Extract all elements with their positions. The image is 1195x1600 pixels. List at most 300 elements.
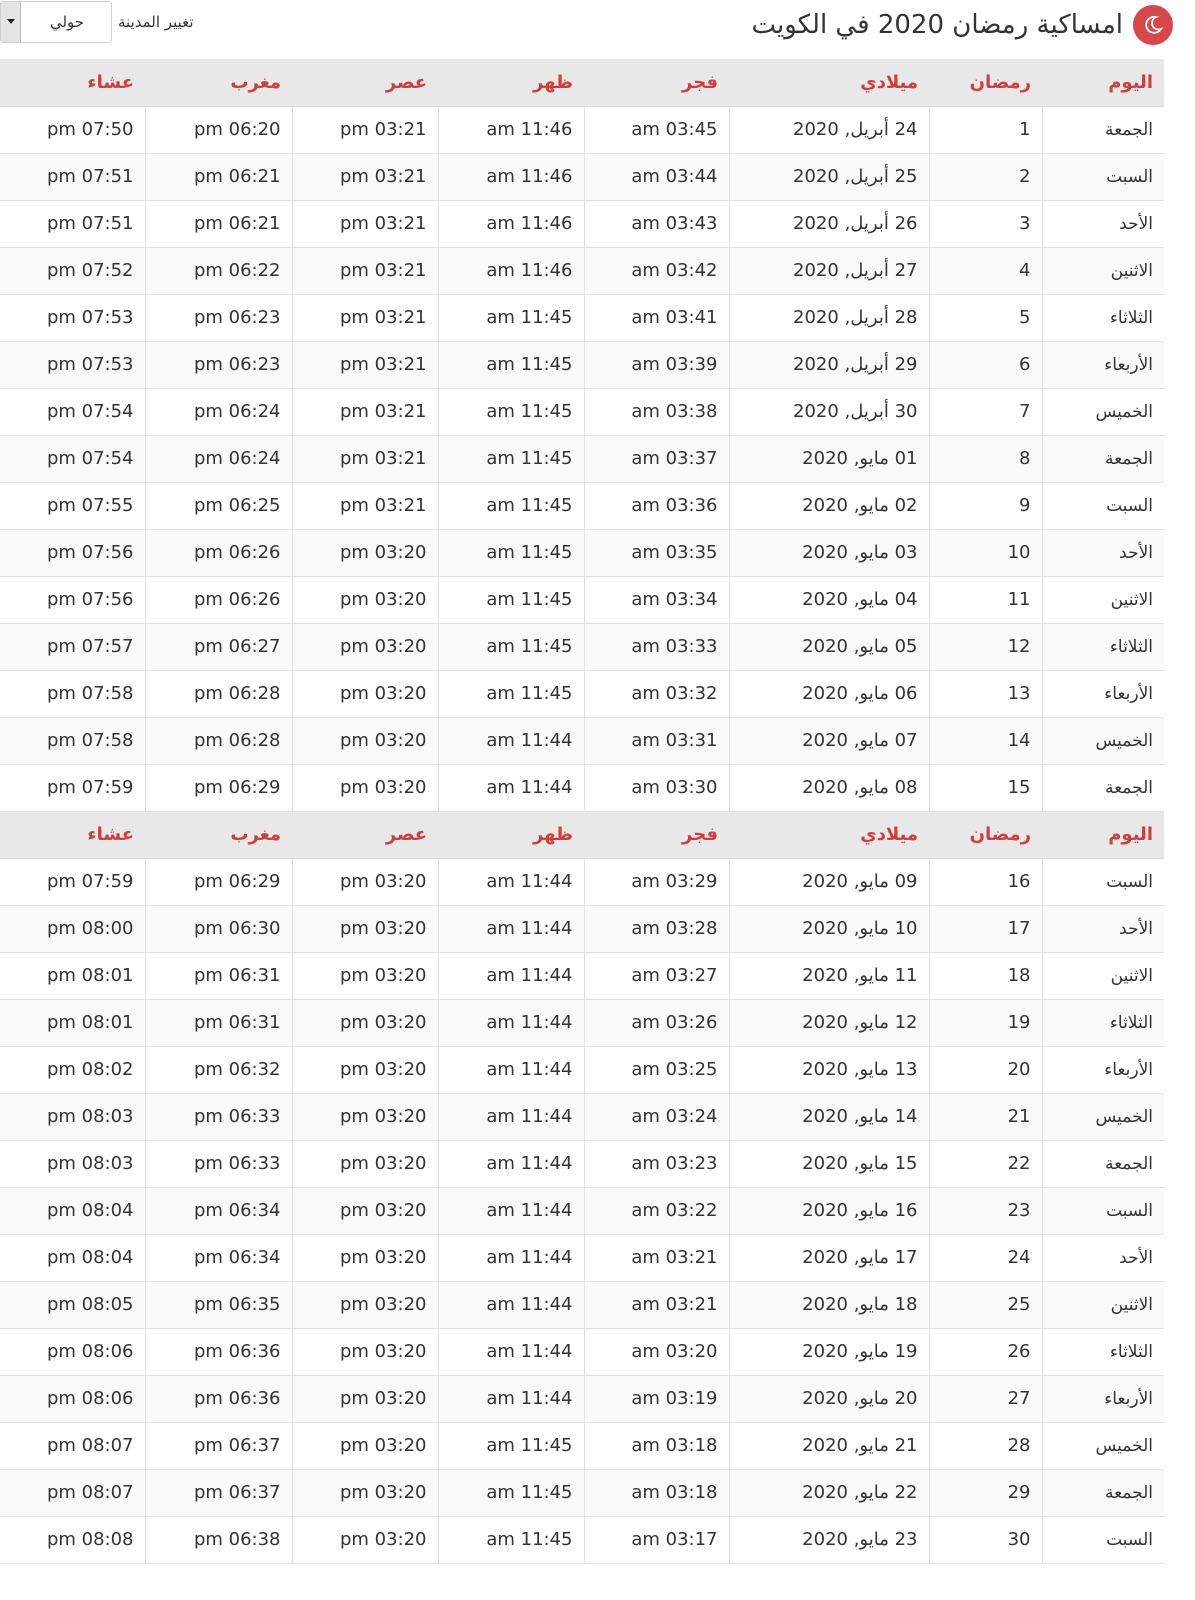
cell-fajr [584,717,729,764]
cell-fajr [584,482,729,529]
cell-ramadan: 25 [929,1281,1042,1328]
cell-isha [0,388,145,435]
cell-isha [0,1375,145,1422]
cell-maghrib [145,200,292,247]
time-value: pm 03:20 [339,1059,427,1080]
cell-day: الاثنين [1042,576,1164,623]
time-value: am 11:44 [486,871,573,892]
cell-ramadan: 6 [929,341,1042,388]
cell-dhuhr [438,294,584,341]
cell-isha [0,1046,145,1093]
table-header-row [0,811,1164,858]
time-value: pm 03:20 [339,1153,427,1174]
cell-isha [0,153,145,200]
time-value: am 03:43 [631,213,718,234]
cell-fajr [584,999,729,1046]
cell-gregorian: 13 مايو, 2020 [729,1046,929,1093]
cell-day: الجمعة [1042,764,1164,811]
cell-isha [0,1140,145,1187]
city-select[interactable] [0,1,112,43]
cell-ramadan: 14 [929,717,1042,764]
crescent-moon-icon [1133,5,1173,45]
cell-maghrib [145,999,292,1046]
cell-asr [292,482,438,529]
time-value: am 03:26 [631,1012,718,1033]
top-bar [0,0,1195,60]
time-value: pm 03:20 [339,918,427,939]
cell-gregorian: 17 مايو, 2020 [729,1234,929,1281]
time-value: pm 03:20 [339,1106,427,1127]
cell-gregorian: 10 مايو, 2020 [729,905,929,952]
cell-ramadan: 24 [929,1234,1042,1281]
table-row [0,576,1164,623]
time-value: am 11:44 [486,965,573,986]
cell-day: الأربعاء [1042,670,1164,717]
cell-ramadan: 15 [929,764,1042,811]
cell-day: الأربعاء [1042,1046,1164,1093]
time-value: pm 07:58 [46,683,134,704]
cell-maghrib [145,1469,292,1516]
cell-day: الأربعاء [1042,341,1164,388]
cell-maghrib [145,1281,292,1328]
time-value: pm 03:20 [339,1294,427,1315]
time-value: am 11:46 [486,260,573,281]
time-value: am 03:37 [631,448,718,469]
time-value: pm 06:34 [193,1200,281,1221]
change-city-label: تغيير المدينة [118,13,194,31]
time-value: am 03:36 [631,495,718,516]
cell-isha [0,106,145,153]
timings-table [0,59,1164,1564]
cell-day: الجمعة [1042,106,1164,153]
cell-gregorian: 14 مايو, 2020 [729,1093,929,1140]
cell-dhuhr [438,999,584,1046]
cell-day: الثلاثاء [1042,294,1164,341]
cell-fajr [584,388,729,435]
cell-ramadan: 2 [929,153,1042,200]
time-value: pm 08:07 [46,1482,134,1503]
time-value: pm 06:23 [193,307,281,328]
time-value: pm 06:36 [193,1388,281,1409]
cell-maghrib [145,1140,292,1187]
cell-maghrib [145,294,292,341]
time-value: pm 07:52 [46,260,134,281]
cell-dhuhr [438,1516,584,1563]
cell-day: الأحد [1042,1234,1164,1281]
time-value: pm 03:20 [339,1435,427,1456]
cell-fajr [584,341,729,388]
cell-fajr [584,247,729,294]
cell-ramadan: 26 [929,1328,1042,1375]
cell-ramadan: 16 [929,858,1042,905]
cell-asr [292,1328,438,1375]
cell-day: الخميس [1042,1093,1164,1140]
time-value: pm 07:58 [46,730,134,751]
time-value: pm 07:53 [46,354,134,375]
cell-gregorian: 25 أبريل, 2020 [729,153,929,200]
cell-dhuhr [438,200,584,247]
cell-day: الخميس [1042,1422,1164,1469]
cell-dhuhr [438,952,584,999]
cell-maghrib [145,482,292,529]
cell-isha [0,764,145,811]
time-value: am 03:29 [631,871,718,892]
time-value: pm 06:34 [193,1247,281,1268]
time-value: pm 06:33 [193,1153,281,1174]
cell-asr [292,858,438,905]
cell-dhuhr [438,341,584,388]
cell-maghrib [145,1422,292,1469]
time-value: pm 07:54 [46,401,134,422]
cell-ramadan: 5 [929,294,1042,341]
cell-asr [292,294,438,341]
cell-gregorian: 28 أبريل, 2020 [729,294,929,341]
cell-maghrib [145,764,292,811]
time-value: am 03:30 [631,777,718,798]
column-header-fajr: فجر [584,59,729,106]
cell-maghrib [145,670,292,717]
cell-asr [292,200,438,247]
cell-fajr [584,1281,729,1328]
time-value: pm 08:03 [46,1153,134,1174]
cell-maghrib [145,1093,292,1140]
cell-maghrib [145,1375,292,1422]
cell-isha [0,952,145,999]
time-value: am 03:20 [631,1341,718,1362]
time-value: am 11:45 [486,495,573,516]
cell-dhuhr [438,153,584,200]
time-value: pm 03:20 [339,1247,427,1268]
cell-ramadan: 11 [929,576,1042,623]
cell-fajr [584,1140,729,1187]
time-value: pm 03:20 [339,871,427,892]
cell-dhuhr [438,1046,584,1093]
column-header-gregorian: ميلادي [729,811,929,858]
column-header-day: اليوم [1042,59,1164,106]
cell-dhuhr [438,623,584,670]
table-row [0,1281,1164,1328]
cell-day: الأحد [1042,529,1164,576]
time-value: pm 06:24 [193,448,281,469]
time-value: pm 07:53 [46,307,134,328]
cell-day: الاثنين [1042,247,1164,294]
column-header-ramadan: رمضان [929,59,1042,106]
time-value: pm 08:03 [46,1106,134,1127]
time-value: pm 03:20 [339,1341,427,1362]
time-value: pm 07:59 [46,777,134,798]
cell-day: السبت [1042,1187,1164,1234]
table-row [0,294,1164,341]
time-value: pm 03:20 [339,1012,427,1033]
cell-maghrib [145,576,292,623]
time-value: am 03:41 [631,307,718,328]
cell-dhuhr [438,1093,584,1140]
table-row [0,764,1164,811]
table-row [0,623,1164,670]
cell-gregorian: 24 أبريل, 2020 [729,106,929,153]
table-row [0,153,1164,200]
cell-asr [292,1140,438,1187]
time-value: pm 06:31 [193,1012,281,1033]
cell-maghrib [145,388,292,435]
table-row [0,1516,1164,1563]
time-value: pm 06:27 [193,636,281,657]
time-value: pm 06:23 [193,354,281,375]
column-header-asr: عصر [292,59,438,106]
cell-dhuhr [438,1234,584,1281]
cell-fajr [584,294,729,341]
cell-isha [0,1328,145,1375]
table-row [0,106,1164,153]
time-value: pm 03:21 [339,166,427,187]
time-value: pm 07:51 [46,166,134,187]
cell-day: الأربعاء [1042,1375,1164,1422]
cell-dhuhr [438,576,584,623]
chevron-down-icon[interactable] [1,2,21,42]
cell-day: السبت [1042,858,1164,905]
time-value: pm 06:21 [193,166,281,187]
cell-isha [0,294,145,341]
time-value: pm 06:30 [193,918,281,939]
time-value: am 03:33 [631,636,718,657]
time-value: pm 06:31 [193,965,281,986]
cell-ramadan: 1 [929,106,1042,153]
time-value: pm 06:26 [193,589,281,610]
time-value: pm 07:59 [46,871,134,892]
cell-isha [0,905,145,952]
time-value: pm 06:22 [193,260,281,281]
column-header-day: اليوم [1042,811,1164,858]
time-value: pm 06:33 [193,1106,281,1127]
time-value: pm 08:06 [46,1388,134,1409]
cell-fajr [584,1234,729,1281]
cell-isha [0,200,145,247]
cell-gregorian: 22 مايو, 2020 [729,1469,929,1516]
cell-maghrib [145,905,292,952]
cell-isha [0,529,145,576]
cell-asr [292,1187,438,1234]
time-value: am 11:44 [486,1012,573,1033]
cell-day: السبت [1042,1516,1164,1563]
cell-fajr [584,952,729,999]
cell-maghrib [145,1187,292,1234]
cell-gregorian: 27 أبريل, 2020 [729,247,929,294]
time-value: pm 07:57 [46,636,134,657]
time-value: pm 06:36 [193,1341,281,1362]
cell-isha [0,435,145,482]
time-value: am 03:25 [631,1059,718,1080]
cell-asr [292,999,438,1046]
time-value: pm 03:20 [339,1200,427,1221]
time-value: am 03:45 [631,119,718,140]
cell-isha [0,717,145,764]
time-value: pm 07:50 [46,119,134,140]
cell-day: الخميس [1042,388,1164,435]
cell-day: الثلاثاء [1042,999,1164,1046]
cell-dhuhr [438,1328,584,1375]
time-value: pm 08:04 [46,1200,134,1221]
cell-dhuhr [438,529,584,576]
cell-fajr [584,1375,729,1422]
cell-dhuhr [438,1422,584,1469]
cell-asr [292,247,438,294]
cell-asr [292,435,438,482]
table-row [0,1234,1164,1281]
cell-dhuhr [438,670,584,717]
table-row [0,1093,1164,1140]
time-value: am 11:44 [486,1153,573,1174]
cell-ramadan: 22 [929,1140,1042,1187]
cell-day: السبت [1042,153,1164,200]
cell-ramadan: 19 [929,999,1042,1046]
cell-isha [0,1516,145,1563]
time-value: pm 08:06 [46,1341,134,1362]
cell-maghrib [145,717,292,764]
time-value: am 03:42 [631,260,718,281]
time-value: am 11:46 [486,213,573,234]
cell-ramadan: 29 [929,1469,1042,1516]
column-header-maghrib: مغرب [145,811,292,858]
time-value: pm 03:21 [339,401,427,422]
cell-day: الثلاثاء [1042,623,1164,670]
cell-dhuhr [438,435,584,482]
cell-gregorian: 19 مايو, 2020 [729,1328,929,1375]
cell-ramadan: 17 [929,905,1042,952]
table-row [0,858,1164,905]
time-value: pm 06:29 [193,871,281,892]
cell-day: الثلاثاء [1042,1328,1164,1375]
time-value: pm 08:01 [46,965,134,986]
time-value: am 03:44 [631,166,718,187]
cell-dhuhr [438,1469,584,1516]
cell-ramadan: 10 [929,529,1042,576]
cell-maghrib [145,858,292,905]
cell-day: الأحد [1042,905,1164,952]
cell-gregorian: 09 مايو, 2020 [729,858,929,905]
cell-asr [292,1375,438,1422]
cell-dhuhr [438,106,584,153]
time-value: pm 07:51 [46,213,134,234]
time-value: am 11:44 [486,1247,573,1268]
cell-asr [292,952,438,999]
cell-isha [0,858,145,905]
cell-gregorian: 20 مايو, 2020 [729,1375,929,1422]
time-value: pm 06:38 [193,1529,281,1550]
cell-asr [292,623,438,670]
time-value: pm 03:20 [339,965,427,986]
cell-ramadan: 4 [929,247,1042,294]
cell-ramadan: 12 [929,623,1042,670]
time-value: am 11:46 [486,166,573,187]
time-value: am 11:45 [486,1435,573,1456]
table-row [0,1469,1164,1516]
time-value: am 11:45 [486,1529,573,1550]
cell-isha [0,1281,145,1328]
time-value: am 03:28 [631,918,718,939]
cell-fajr [584,200,729,247]
time-value: am 11:44 [486,1059,573,1080]
cell-day: الجمعة [1042,1140,1164,1187]
cell-maghrib [145,1516,292,1563]
time-value: pm 03:20 [339,730,427,751]
time-value: pm 06:20 [193,119,281,140]
cell-day: الجمعة [1042,1469,1164,1516]
time-value: pm 03:21 [339,495,427,516]
time-value: am 11:44 [486,1200,573,1221]
column-header-fajr: فجر [584,811,729,858]
table-row [0,1187,1164,1234]
time-value: am 03:21 [631,1294,718,1315]
cell-fajr [584,529,729,576]
time-value: am 03:18 [631,1482,718,1503]
time-value: am 11:44 [486,1294,573,1315]
time-value: am 11:45 [486,683,573,704]
cell-gregorian: 02 مايو, 2020 [729,482,929,529]
column-header-asr: عصر [292,811,438,858]
time-value: am 03:35 [631,542,718,563]
time-value: pm 03:21 [339,354,427,375]
cell-dhuhr [438,388,584,435]
time-value: pm 08:08 [46,1529,134,1550]
cell-asr [292,1046,438,1093]
time-value: am 11:45 [486,354,573,375]
cell-maghrib [145,435,292,482]
time-value: am 03:18 [631,1435,718,1456]
cell-isha [0,670,145,717]
time-value: pm 03:20 [339,1482,427,1503]
time-value: am 11:44 [486,730,573,751]
cell-fajr [584,1422,729,1469]
cell-gregorian: 21 مايو, 2020 [729,1422,929,1469]
time-value: pm 06:25 [193,495,281,516]
cell-fajr [584,1187,729,1234]
cell-asr [292,106,438,153]
cell-gregorian: 18 مايو, 2020 [729,1281,929,1328]
time-value: am 11:44 [486,918,573,939]
cell-maghrib [145,623,292,670]
time-value: pm 03:21 [339,448,427,469]
time-value: am 03:38 [631,401,718,422]
cell-asr [292,388,438,435]
table-row [0,1375,1164,1422]
time-value: pm 06:28 [193,683,281,704]
cell-gregorian: 05 مايو, 2020 [729,623,929,670]
time-value: pm 07:56 [46,542,134,563]
time-value: am 11:45 [486,542,573,563]
table-header-row [0,59,1164,106]
table-row [0,388,1164,435]
time-value: pm 07:54 [46,448,134,469]
cell-gregorian: 29 أبريل, 2020 [729,341,929,388]
time-value: am 11:45 [486,448,573,469]
time-value: am 03:24 [631,1106,718,1127]
cell-asr [292,153,438,200]
table-row [0,435,1164,482]
time-value: pm 03:20 [339,1529,427,1550]
time-value: pm 06:28 [193,730,281,751]
time-value: pm 07:56 [46,589,134,610]
time-value: am 11:46 [486,119,573,140]
cell-gregorian: 01 مايو, 2020 [729,435,929,482]
cell-isha [0,1093,145,1140]
time-value: am 03:21 [631,1247,718,1268]
cell-day: الاثنين [1042,952,1164,999]
time-value: pm 08:00 [46,918,134,939]
cell-maghrib [145,106,292,153]
table-row [0,529,1164,576]
time-value: pm 03:20 [339,542,427,563]
cell-ramadan: 30 [929,1516,1042,1563]
